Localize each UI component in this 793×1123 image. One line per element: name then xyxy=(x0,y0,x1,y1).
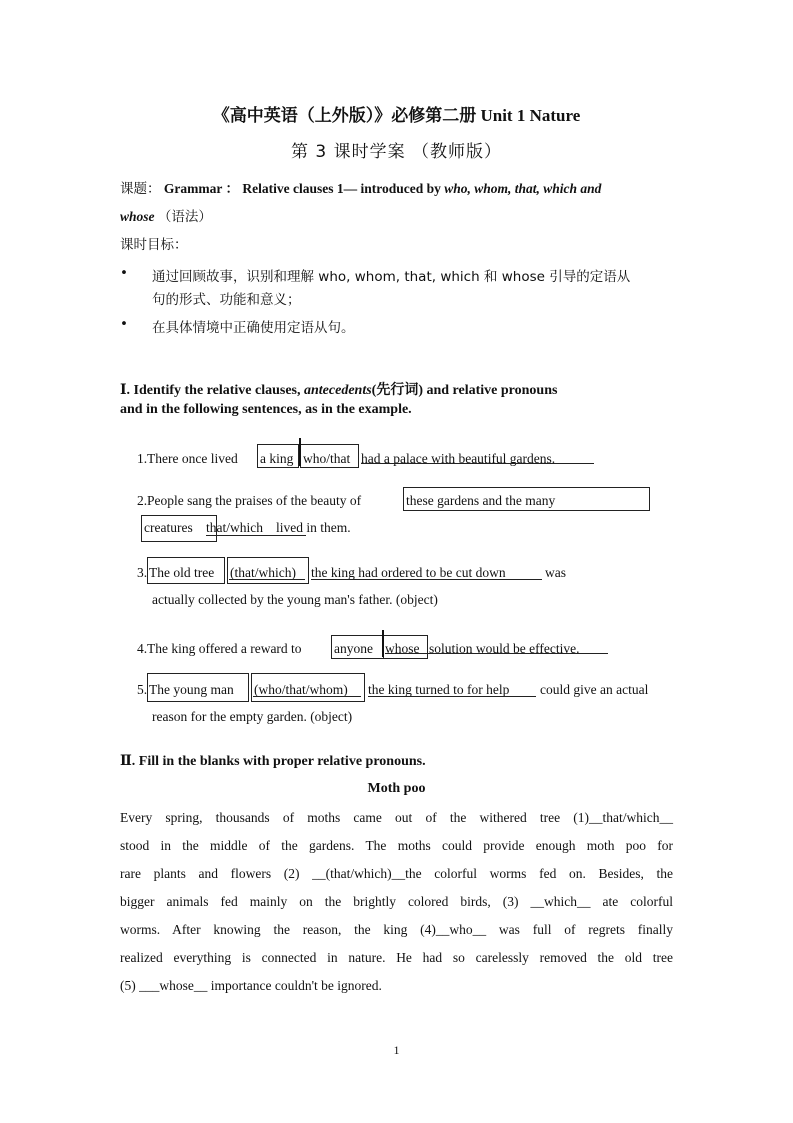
topic-pronouns-1: who, whom, that, which and xyxy=(444,181,602,196)
clause-strike xyxy=(361,463,594,464)
relative-pronoun: who/that xyxy=(303,451,351,466)
sentence-4-text: The king offered a reward to xyxy=(147,641,302,656)
relative-clause: lived in them. xyxy=(276,520,351,535)
story-line-5: worms. After knowing the reason, the king (4)__who__ was full of regrets finally xyxy=(120,922,673,937)
story-line-4: bigger animals fed mainly on the brightly colored birds, (3) __which__ ate colorful xyxy=(120,894,673,909)
sentence-3-line-2: actually collected by the young man's father. (object) xyxy=(152,592,438,607)
relative-clause: had a palace with beautiful gardens. xyxy=(361,451,556,466)
relative-pronoun: (that/which) xyxy=(230,565,296,580)
antecedent: these gardens and the many xyxy=(406,493,556,508)
sentence-1-text: There once lived xyxy=(147,451,238,466)
sentence-5-number: 5. xyxy=(137,682,148,697)
section-1-heading-suffix: (先行词) and relative pronouns xyxy=(371,383,558,398)
story-line-1: Every spring, thousands of moths came out of the withered tree (1)__that/which__ xyxy=(120,810,673,825)
antecedent: The old tree xyxy=(149,565,215,580)
topic-note: （语法） xyxy=(157,209,212,225)
relative-clause: solution would be effective. xyxy=(429,641,580,656)
sentence-5-line-2: reason for the empty garden. (object) xyxy=(152,709,353,724)
sentence-2-number: 2. xyxy=(137,493,148,508)
pronoun-underline xyxy=(253,696,361,697)
bullet-icon: • xyxy=(120,316,128,332)
section-1-heading xyxy=(120,379,557,399)
marker-line xyxy=(299,438,301,466)
antecedent: The young man xyxy=(149,682,234,697)
story-line-2: stood in the middle of the gardens. The moths could provide enough moth poo for xyxy=(120,838,673,853)
section-1-heading-italic: antecedents xyxy=(304,383,372,398)
clause-underline xyxy=(311,579,542,580)
story-line-7: (5) ___whose__ importance couldn't be ignored. xyxy=(120,978,382,993)
objective-1-line-1: 通过回顾故事，识别和理解 who, whom, that, which 和 whose 引导的定语从 xyxy=(152,269,631,285)
marker-line xyxy=(382,630,384,657)
document-title: 《高中英语（上外版）》必修第二册 Unit 1 Nature xyxy=(212,106,581,125)
relative-pronoun: (who/that/whom) xyxy=(254,682,348,697)
objective-2: 在具体情境中正确使用定语从句。 xyxy=(152,320,355,336)
objective-1-line-2: 句的形式、功能和意义； xyxy=(152,292,301,308)
objectives-label: 课时目标： xyxy=(120,237,188,253)
sentence-5-text: could give an actual xyxy=(540,682,649,697)
story-title: Moth poo xyxy=(367,781,426,796)
sentence-1-number: 1. xyxy=(137,451,148,466)
topic-line xyxy=(120,177,601,197)
clause-strike xyxy=(385,653,608,654)
topic-main: Grammar ： Relative clauses 1— introduced by xyxy=(163,181,441,196)
relative-clause: the king had ordered to be cut down xyxy=(311,565,506,580)
page-number: 1 xyxy=(393,1043,400,1057)
bullet-icon: • xyxy=(120,265,128,281)
antecedent-continued: creatures xyxy=(144,520,193,535)
section-2-heading: Ⅱ. Fill in the blanks with proper relative pronouns. xyxy=(120,754,426,769)
story-line-3: rare plants and flowers (2) __(that/which)__the colorful worms fed on. Besides, the xyxy=(120,866,673,881)
story-line-6: realized everything is connected in nature. He had so carelessly removed the old tree xyxy=(120,950,673,965)
relative-pronoun: whose xyxy=(385,641,420,656)
document-subtitle: 第 3 课时学案 （教师版） xyxy=(290,142,503,162)
pronoun-underline xyxy=(229,579,305,580)
sentence-3-text: was xyxy=(545,565,566,580)
topic-pronouns-2: whose xyxy=(120,209,155,224)
section-1-heading-line-2: and in the following sentences, as in the example. xyxy=(120,402,412,417)
topic-label: 课题： xyxy=(120,181,161,197)
clause-underline xyxy=(368,696,536,697)
section-1-heading-prefix: Ⅰ. Identify the relative clauses, xyxy=(120,383,301,398)
relative-pronoun: that/which xyxy=(206,520,263,535)
antecedent: anyone xyxy=(334,641,373,656)
antecedent: a king xyxy=(260,451,294,466)
relative-clause: the king turned to for help xyxy=(368,682,510,697)
sentence-2-text: People sang the praises of the beauty of xyxy=(147,493,362,508)
topic-line-2 xyxy=(120,205,212,225)
sentence-4-number: 4. xyxy=(137,641,148,656)
sentence-3-number: 3. xyxy=(137,565,148,580)
